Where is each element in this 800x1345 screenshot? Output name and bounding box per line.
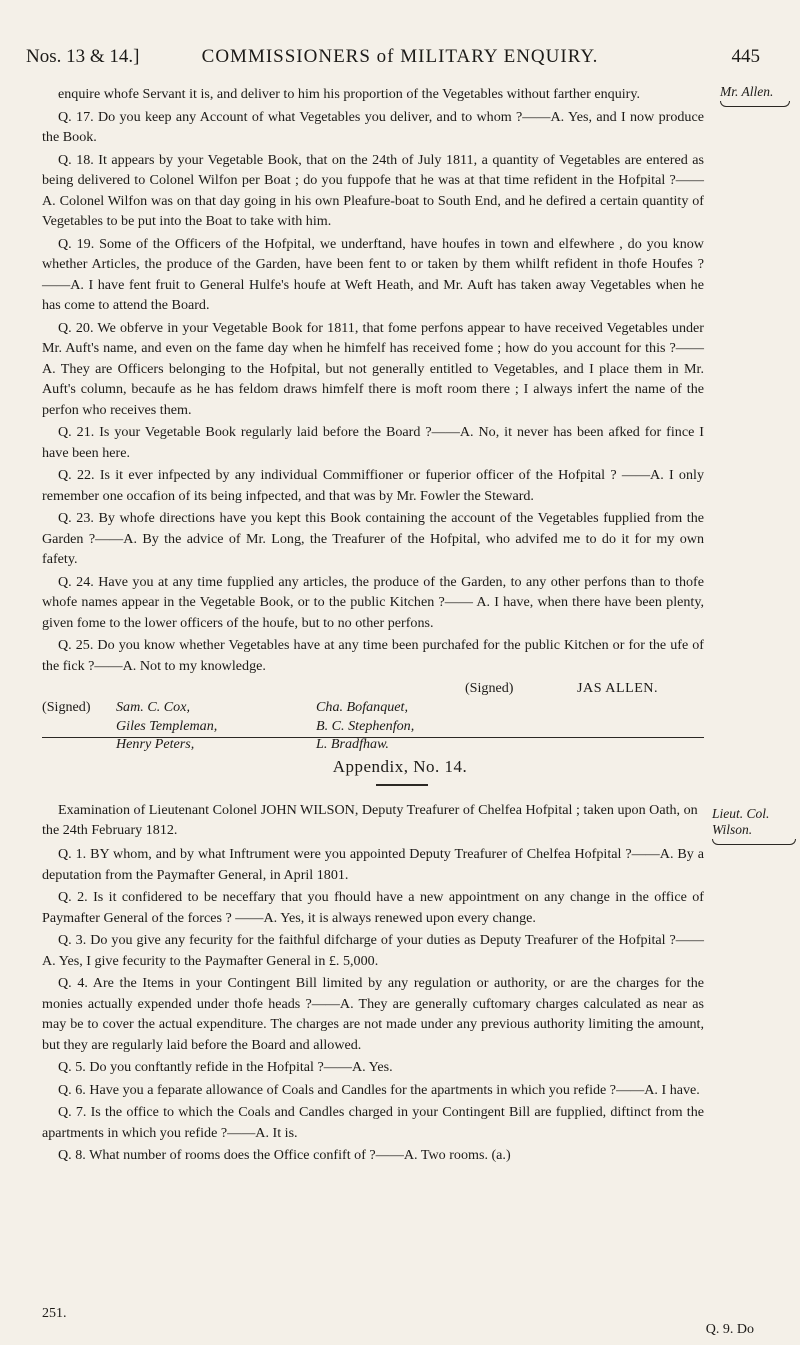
question-18: Q. 18. It appears by your Vegetable Book, that on the 24th of July 1811, a quantity of Vegetables are entered as being delivered to Colonel Wilfon per Boat ; do you fuppofe that he was at that time refident in the Hofpital ?—— A. Colonel Wilfon was on that day going in his own Pleafure-boat to South End, and he defired a certain quantity of Vegetables to be put into the Boat to take with him. xyxy=(42,151,704,229)
question-24: Q. 24. Have you at any time fupplied any articles, the produce of the Garden, to any other perfons than to thofe whofe names appear in the Vegetable Book, or to the public Kitchen ?—— A. I have, when there have been plenty, given fome to the lower officers of the houfe, but to no other perfons. xyxy=(42,573,704,631)
section-divider xyxy=(42,737,704,738)
question-22: Q. 22. Is it ever infpected by any individual Commiffioner or fuperior officer of the Hofpital ? ——A. I only remember one occafion of its being infpected, and that was by Mr. Fowler the Steward. xyxy=(42,467,704,504)
margin-note-wilson-text: Lieut. Col. Wilson. xyxy=(712,806,770,837)
paragraph-continuation: enquire whofe Servant it is, and deliver to him his proportion of the Vegetables without farther enquiry. xyxy=(58,86,641,102)
question-5: Q. 5. Do you conftantly refide in the Hofpital ?——A. Yes. xyxy=(58,1059,393,1075)
margin-brace xyxy=(720,101,790,107)
question-19: Q. 19. Some of the Officers of the Hofpital, we underftand, have houfes in town and elfewhere , do you know whether Articles, the produce of the Garden, have been fent to or taken by them whilft refident in thofe Houfes ?——A. I have fent fruit to General Hulfe's houfe at Weft Heath, and Mr. Auft has taken away Vegetables when he has come to attend the Board. xyxy=(42,235,704,313)
appendix-underline xyxy=(376,784,428,786)
signer-name: Giles Templeman, xyxy=(116,717,218,734)
question-17: Q. 17. Do you keep any Account of what Vegetables you deliver, and to whom ?——A. Yes, and I now produce the Book. xyxy=(42,108,704,145)
commissioner-signatures xyxy=(42,698,704,754)
margin-brace xyxy=(712,839,796,845)
running-header xyxy=(0,46,800,76)
header-section-numbers: Nos. 13 & 14.] xyxy=(26,46,140,67)
examination-wilson xyxy=(42,800,704,1168)
header-page-number: 445 xyxy=(731,46,760,67)
margin-note-allen xyxy=(720,84,790,107)
question-1: Q. 1. BY whom, and by what Inftrument were you appointed Deputy Treafurer of Chelfea Hofpital ?——A. By a deputation from the Paymafter General, in April 1801. xyxy=(42,846,704,883)
signer-name: B. C. Stephenfon, xyxy=(316,717,415,734)
signed-name: JAS ALLEN. xyxy=(577,680,658,696)
signed-label: (Signed) xyxy=(464,680,514,696)
signers-column-2 xyxy=(316,698,516,754)
question-20: Q. 20. We obferve in your Vegetable Book for 1811, that fome perfons appear to have received Vegetables under Mr. Auft's name, and even on the fame day when he himfelf has received fome ; how do you account for this ?——A. They are Officers belonging to the Hofpital, but not generally entitled to Vegetables, and I place them in Mr. Auft's column, becaufe as he has feldom draws himfelf there is moft room there ; I always infert the name of the perfon who receives them. xyxy=(42,319,704,418)
signer-name: Sam. C. Cox, xyxy=(116,699,190,715)
signers-label: (Signed) xyxy=(42,699,91,715)
margin-note-wilson xyxy=(712,806,796,845)
question-8: Q. 8. What number of rooms does the Office confift of ?——A. Two rooms. (a.) xyxy=(58,1147,511,1163)
margin-note-allen-text: Mr. Allen. xyxy=(720,84,774,99)
catchword: Q. 9. Do xyxy=(705,1322,754,1337)
question-7: Q. 7. Is the office to which the Coals and Candles charged in your Contingent Bill are fupplied, diftinct from the apartments in which you refide ?——A. It is. xyxy=(42,1104,704,1141)
examination-intro: Examination of Lieutenant Colonel JOHN WILSON, Deputy Treafurer of Chelfea Hofpital ; taken upon Oath, on the 24th February 1812. xyxy=(42,802,698,838)
footer-page-number: 251. xyxy=(42,1306,67,1321)
witness-signature xyxy=(42,678,704,698)
question-6: Q. 6. Have you a feparate allowance of Coals and Candles for the apartments in which you refide ?——A. I have. xyxy=(58,1081,700,1098)
question-4: Q. 4. Are the Items in your Contingent Bill limited by any regulation or authority, or are the charges for the monies actually expended under thofe heads ?——A. They are generally cuftomary charges calculated as near as may be to cover the actual expenditure. The charges are not made under any previous authority limiting the amount, but they are regularly laid before the Board and allowed. xyxy=(42,975,704,1053)
question-23: Q. 23. By whofe directions have you kept this Book containing the account of the Vegetables fupplied from the Garden ?——A. By the advice of Mr. Long, the Treafurer of the Hofpital, who advifed me to do it for my own fafety. xyxy=(42,510,704,567)
question-21: Q. 21. Is your Vegetable Book regularly laid before the Board ?——A. No, it never has been afked for fince I have been here. xyxy=(42,424,704,461)
signers-column-1 xyxy=(116,698,316,754)
question-25: Q. 25. Do you know whether Vegetables have at any time been purchafed for the public Kitchen or for the ufe of the fick ?——A. Not to my knowledge. xyxy=(42,637,704,674)
appendix-heading: Appendix, No. 14. xyxy=(332,757,468,776)
question-2: Q. 2. Is it confidered to be neceffary that you fhould have a new appointment on any change in the office of Paymafter General of the forces ? ——A. Yes, it is always renewed upon every change. xyxy=(42,889,704,926)
question-3: Q. 3. Do you give any fecurity for the faithful difcharge of your duties as Deputy Treafurer of the Hofpital ?——A. Yes, I give fecurity to the Paymafter General in £. 5,000. xyxy=(42,932,704,969)
signer-name: Cha. Bofanquet, xyxy=(316,699,408,715)
header-title: COMMISSIONERS of MILITARY ENQUIRY. xyxy=(201,46,599,67)
examination-allen xyxy=(42,84,704,754)
signer-name: L. Bradfhaw. xyxy=(316,736,389,752)
signer-name: Henry Peters, xyxy=(116,736,195,752)
